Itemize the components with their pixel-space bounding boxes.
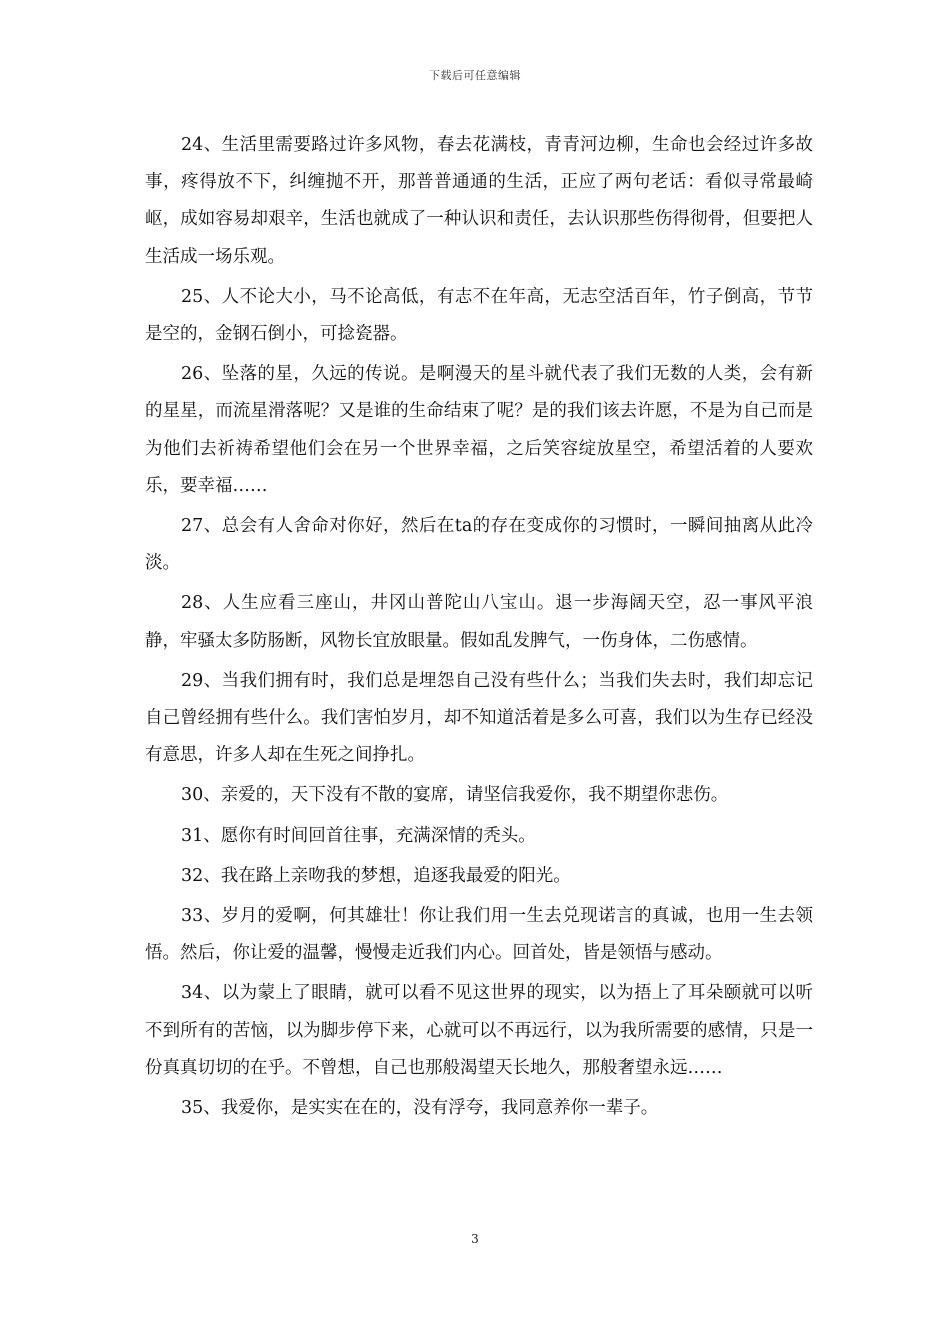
paragraph-27: 27、总会有人舍命对你好，然后在ta的存在变成你的习惯时，一瞬间抽离从此冷淡。	[145, 516, 813, 574]
document-body	[145, 127, 813, 1130]
paragraph-24: 24、生活里需要路过许多风物，春去花满枝，青青河边柳，生命也会经过许多故事，疼得放不下，纠缠抛不开，那普普通通的生活，正应了两句老话：看似寻常最崎岖，成如容易却艰辛，生活也就成了一种认识和责任，去认识那些伤得彻骨，但要把人生活成一场乐观。	[145, 135, 813, 267]
paragraph-34: 34、以为蒙上了眼睛，就可以看不见这世界的现实，以为捂上了耳朵颐就可以听不到所有的苦恼，以为脚步停下来，心就可以不再远行，以为我所需要的感情，只是一份真真切切的在乎。不曾想，自己也那般渴望天长地久，那般奢望永远……	[145, 983, 813, 1078]
paragraph-33: 33、岁月的爱啊，何其雄壮！你让我们用一生去兑现诺言的真诚，也用一生去领悟。然后，你让爱的温馨，慢慢走近我们内心。回首处，皆是领悟与感动。	[145, 906, 813, 964]
paragraph-29: 29、当我们拥有时，我们总是埋怨自己没有些什么；当我们失去时，我们却忘记自己曾经拥有些什么。我们害怕岁月，却不知道活着是多么可喜，我们以为生存已经没有意思，许多人却在生死之间挣扎。	[145, 670, 813, 766]
paragraph-28: 28、人生应看三座山，井冈山普陀山八宝山。退一步海阔天空，忍一事风平浪静，牢骚太多防肠断，风物长宜放眼量。假如乱发脾气，一伤身体，二伤感情。	[145, 593, 813, 651]
paragraph-35: 35、我爱你，是实实在在的，没有浮夸，我同意养你一辈子。	[181, 1098, 659, 1119]
page-header: 下载后可任意编辑	[429, 69, 521, 82]
paragraph-25: 25、人不论大小，马不论高低，有志不在年高，无志空活百年，竹子倒高，节节是空的，金钢石倒小，可捻瓷器。	[145, 286, 813, 345]
page-number: 3	[471, 1232, 479, 1246]
paragraph-32: 32、我在路上亲吻我的梦想，追逐我最爱的阳光。	[181, 865, 571, 886]
paragraph-26: 26、坠落的星，久远的传说。是啊漫天的星斗就代表了我们无数的人类，会有新的星星，而流星滑落呢？又是谁的生命结束了呢？是的我们该去许愿，不是为自己而是为他们去祈祷希望他们会在另一个世界幸福，之后笑容绽放星空，希望活着的人要欢乐，要幸福……	[145, 364, 813, 496]
paragraph-31: 31、愿你有时间回首往事，充满深情的秃头。	[181, 825, 536, 846]
paragraph-30: 30、亲爱的，天下没有不散的宴席，请坚信我爱你，我不期望你悲伤。	[181, 785, 729, 806]
